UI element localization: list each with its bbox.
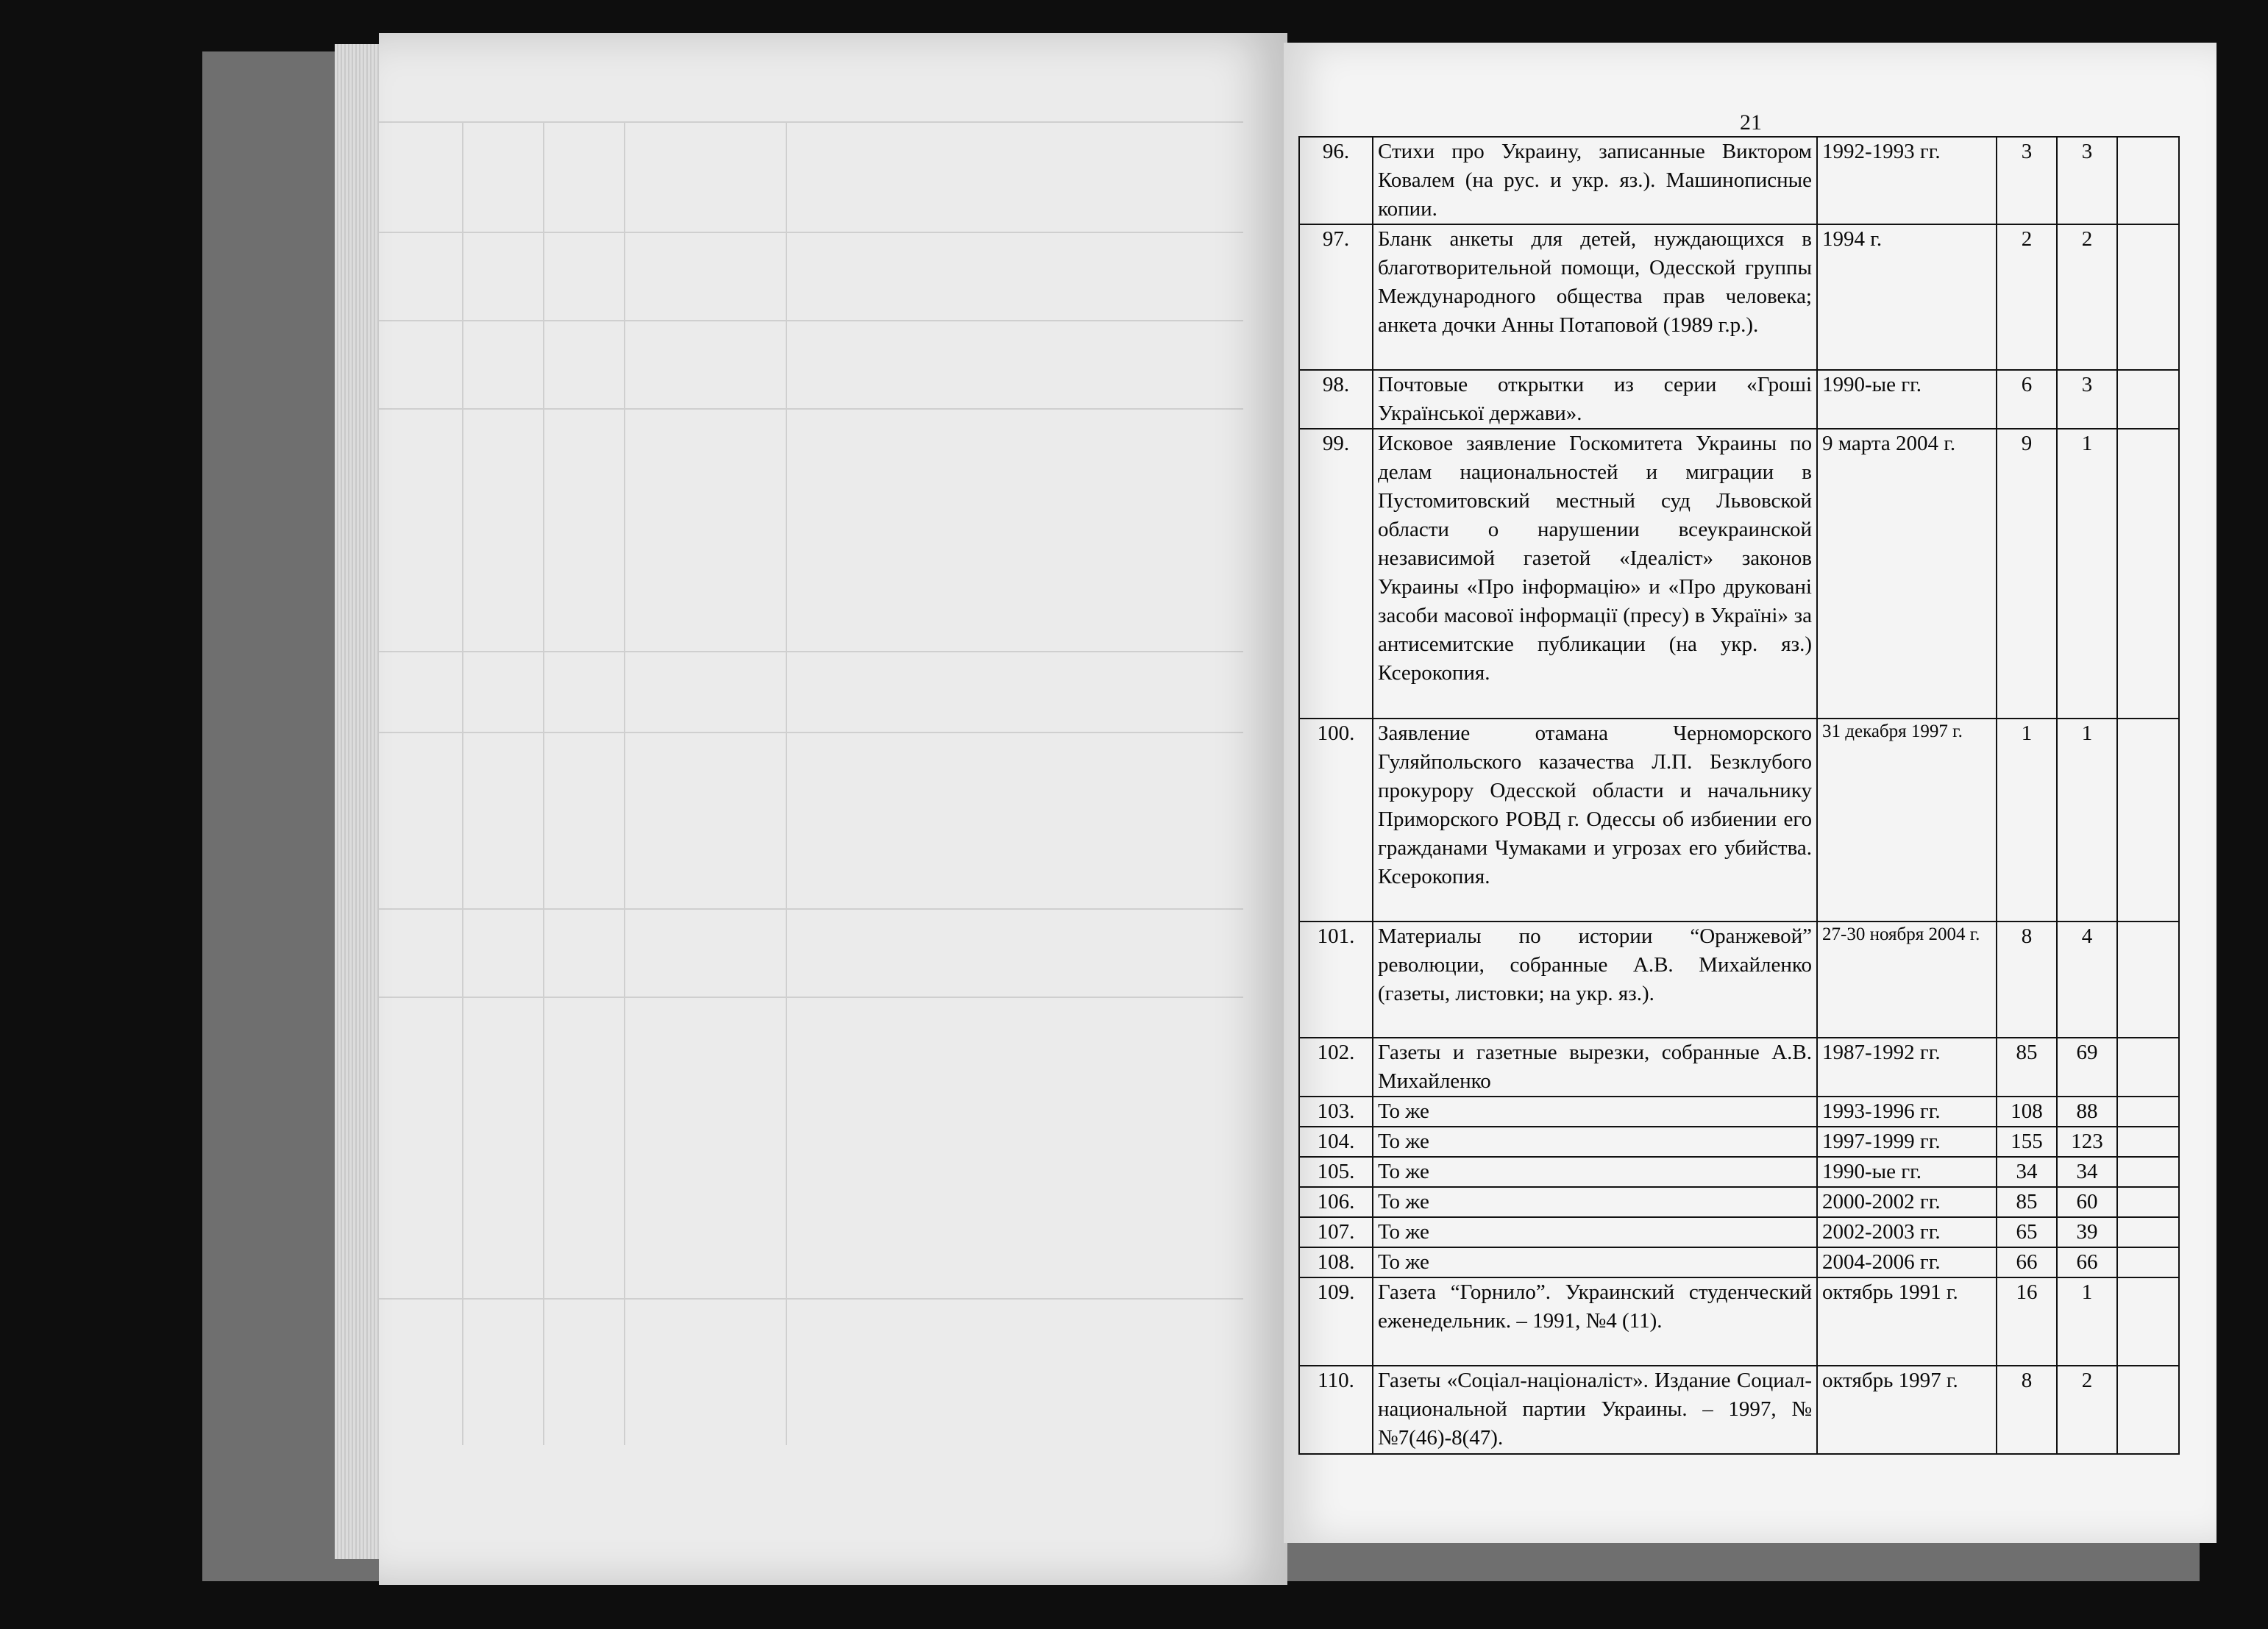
row-date: 1990-ые гг. <box>1817 1157 1997 1187</box>
row-items: 39 <box>2057 1217 2117 1247</box>
row-note <box>2117 1127 2179 1157</box>
bleed-through-table <box>379 33 1287 1585</box>
row-title: То же <box>1373 1097 1817 1127</box>
row-number: 108. <box>1299 1247 1373 1277</box>
row-note <box>2117 137 2179 224</box>
table-row <box>1299 1157 2179 1187</box>
row-note <box>2117 429 2179 719</box>
row-date: октябрь 1997 г. <box>1817 1366 1997 1454</box>
row-items: 66 <box>2057 1247 2117 1277</box>
row-date: 2000-2002 гг. <box>1817 1187 1997 1217</box>
row-number: 109. <box>1299 1277 1373 1366</box>
row-sheets: 108 <box>1997 1097 2057 1127</box>
row-note <box>2117 1038 2179 1097</box>
row-date: 2002-2003 гг. <box>1817 1217 1997 1247</box>
table-row <box>1299 370 2179 429</box>
row-title: То же <box>1373 1217 1817 1247</box>
row-date: 1987-1992 гг. <box>1817 1038 1997 1097</box>
row-title: Стихи про Украину, записанные Виктором Ковалем (на рус. и укр. яз.). Машинописные копии. <box>1373 137 1817 224</box>
row-title: Газета “Горнило”. Украинский студенческий еженедельник. – 1991, №4 (11). <box>1373 1277 1817 1366</box>
row-sheets: 8 <box>1997 1366 2057 1454</box>
row-number: 104. <box>1299 1127 1373 1157</box>
row-number: 107. <box>1299 1217 1373 1247</box>
row-number: 110. <box>1299 1366 1373 1454</box>
row-note <box>2117 1097 2179 1127</box>
row-date: 1993-1996 гг. <box>1817 1097 1997 1127</box>
inventory-table <box>1298 136 2180 1455</box>
row-date: 1994 г. <box>1817 224 1997 370</box>
table-row <box>1299 1247 2179 1277</box>
row-sheets: 6 <box>1997 370 2057 429</box>
row-sheets: 34 <box>1997 1157 2057 1187</box>
row-number: 97. <box>1299 224 1373 370</box>
row-note <box>2117 1217 2179 1247</box>
row-items: 88 <box>2057 1097 2117 1127</box>
row-date: 27-30 ноября 2004 г. <box>1817 922 1997 1038</box>
row-title: Заявление отамана Черноморского Гуляйпольского казачества Л.П. Безклубого прокурору Одесской области и начальнику Приморского РОВД г. Одессы об избиении его гражданами Чумаками и угрозах его убийства. Ксерокопия. <box>1373 719 1817 922</box>
row-sheets: 155 <box>1997 1127 2057 1157</box>
row-title: То же <box>1373 1247 1817 1277</box>
row-sheets: 8 <box>1997 922 2057 1038</box>
row-sheets: 85 <box>1997 1187 2057 1217</box>
row-items: 69 <box>2057 1038 2117 1097</box>
table-row <box>1299 719 2179 922</box>
row-number: 102. <box>1299 1038 1373 1097</box>
row-date: октябрь 1991 г. <box>1817 1277 1997 1366</box>
table-row <box>1299 1217 2179 1247</box>
row-sheets: 3 <box>1997 137 2057 224</box>
row-note <box>2117 370 2179 429</box>
row-items: 34 <box>2057 1157 2117 1187</box>
row-number: 101. <box>1299 922 1373 1038</box>
table-row <box>1299 922 2179 1038</box>
row-items: 123 <box>2057 1127 2117 1157</box>
row-title: Почтовые открытки из серии «Гроші Української держави». <box>1373 370 1817 429</box>
row-number: 98. <box>1299 370 1373 429</box>
row-sheets: 9 <box>1997 429 2057 719</box>
row-sheets: 2 <box>1997 224 2057 370</box>
row-note <box>2117 719 2179 922</box>
row-title: Исковое заявление Госкомитета Украины по делам национальностей и миграции в Пустомитовский местный суд Львовской области о нарушении всеукраинской независимой газетой «Ідеаліст» законов Украины «Про інформацію» и «Про друковані засоби масової інформації (пресу) в Україні» за антисемитские публикации (на укр. яз.) Ксерокопия. <box>1373 429 1817 719</box>
row-items: 2 <box>2057 1366 2117 1454</box>
row-number: 96. <box>1299 137 1373 224</box>
row-items: 2 <box>2057 224 2117 370</box>
row-sheets: 1 <box>1997 719 2057 922</box>
row-sheets: 16 <box>1997 1277 2057 1366</box>
left-page <box>379 33 1287 1585</box>
row-items: 1 <box>2057 1277 2117 1366</box>
row-title: То же <box>1373 1157 1817 1187</box>
row-items: 60 <box>2057 1187 2117 1217</box>
row-date: 9 марта 2004 г. <box>1817 429 1997 719</box>
row-title: То же <box>1373 1127 1817 1157</box>
row-note <box>2117 1277 2179 1366</box>
table-row <box>1299 1187 2179 1217</box>
row-number: 100. <box>1299 719 1373 922</box>
page-number: 21 <box>1740 110 1762 135</box>
row-number: 105. <box>1299 1157 1373 1187</box>
row-items: 3 <box>2057 137 2117 224</box>
row-note <box>2117 1187 2179 1217</box>
table-row <box>1299 224 2179 370</box>
row-sheets: 66 <box>1997 1247 2057 1277</box>
table-row <box>1299 1127 2179 1157</box>
row-items: 4 <box>2057 922 2117 1038</box>
row-date: 31 декабря 1997 г. <box>1817 719 1997 922</box>
table-row <box>1299 1277 2179 1366</box>
row-note <box>2117 1247 2179 1277</box>
row-items: 1 <box>2057 719 2117 922</box>
table-row <box>1299 1097 2179 1127</box>
table-row <box>1299 1038 2179 1097</box>
row-date: 1990-ые гг. <box>1817 370 1997 429</box>
row-title: Бланк анкеты для детей, нуждающихся в благотворительной помощи, Одесской группы Международного общества прав человека; анкета дочки Анны Потаповой (1989 г.р.). <box>1373 224 1817 370</box>
row-note <box>2117 1157 2179 1187</box>
table-row <box>1299 429 2179 719</box>
row-title: То же <box>1373 1187 1817 1217</box>
row-date: 2004-2006 гг. <box>1817 1247 1997 1277</box>
row-note <box>2117 922 2179 1038</box>
row-date: 1997-1999 гг. <box>1817 1127 1997 1157</box>
table-row <box>1299 137 2179 224</box>
row-items: 1 <box>2057 429 2117 719</box>
table-row <box>1299 1366 2179 1454</box>
row-note <box>2117 1366 2179 1454</box>
row-title: Газеты «Соціал-націоналіст». Издание Социал-национальной партии Украины. – 1997, №№7(46)-8(47). <box>1373 1366 1817 1454</box>
row-items: 3 <box>2057 370 2117 429</box>
row-note <box>2117 224 2179 370</box>
row-number: 103. <box>1299 1097 1373 1127</box>
row-sheets: 85 <box>1997 1038 2057 1097</box>
row-sheets: 65 <box>1997 1217 2057 1247</box>
row-number: 106. <box>1299 1187 1373 1217</box>
row-title: Материалы по истории “Оранжевой” революции, собранные А.В. Михайленко (газеты, листовки; на укр. яз.). <box>1373 922 1817 1038</box>
row-title: Газеты и газетные вырезки, собранные А.В. Михайленко <box>1373 1038 1817 1097</box>
row-number: 99. <box>1299 429 1373 719</box>
row-date: 1992-1993 гг. <box>1817 137 1997 224</box>
